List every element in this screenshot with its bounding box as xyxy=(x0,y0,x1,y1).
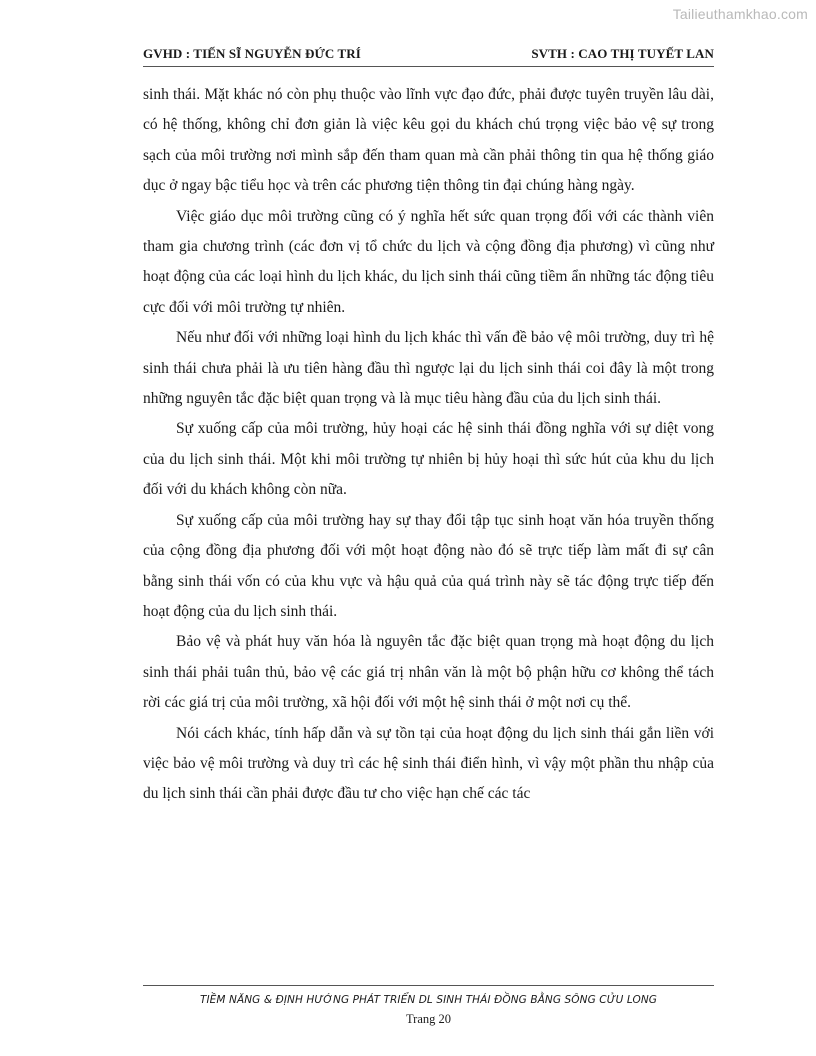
paragraph-5: Sự xuống cấp của môi trường hay sự thay đổi tập tục sinh hoạt văn hóa truyền thống của cộng đồng địa phương đối với một hoạt động nào đó sẽ trực tiếp làm mất đi sự cân bằng sinh thái vốn có của khu vực và hậu quả của quá trình này sẽ tác động trực tiếp đến hoạt động của du lịch sinh thái. xyxy=(143,511,714,620)
paragraph-3: Nếu như đối với những loại hình du lịch khác thì vấn đề bảo vệ môi trường, duy trì hệ sinh thái chưa phải là ưu tiên hàng đầu thì ngược lại du lịch sinh thái coi đây là một trong những nguyên tắc đặc biệt quan trọng và là mục tiêu hàng đầu của du lịch sinh thái. xyxy=(143,329,714,408)
footer-title: TIỀM NĂNG & ĐỊNH HƯỚNG PHÁT TRIỂN DL SINH THÁI ĐỒNG BẰNG SÔNG CỬU LONG xyxy=(199,994,658,1006)
page-header xyxy=(143,44,714,67)
page-number: Trang 20 xyxy=(405,1012,452,1026)
watermark: Tailieuthamkhao.com xyxy=(672,6,808,22)
paragraph-4: Sự xuống cấp của môi trường, hủy hoại các hệ sinh thái đồng nghĩa với sự diệt vong của du lịch sinh thái. Một khi môi trường tự nhiên bị hủy hoại thì sức hút của khu du lịch đối với du khách không còn nữa. xyxy=(143,420,714,499)
paragraph-7: Nói cách khác, tính hấp dẫn và sự tồn tại của hoạt động du lịch sinh thái gắn liền với việc bảo vệ môi trường và duy trì các hệ sinh thái điển hình, vì vậy một phần thu nhập của du lịch sinh thái cần phải được đầu tư cho việc hạn chế các tác xyxy=(143,724,714,803)
header-student: SVTH : CAO THỊ TUYẾT LAN xyxy=(531,46,714,61)
header-supervisor: GVHD : TIẾN SĨ NGUYỄN ĐỨC TRÍ xyxy=(143,46,361,61)
paragraph-6: Bảo vệ và phát huy văn hóa là nguyên tắc đặc biệt quan trọng mà hoạt động du lịch sinh thái phải tuân thủ, bảo vệ các giá trị nhân văn là một bộ phận hữu cơ không thể tách rời các giá trị của môi trường, xã hội đối với một hệ sinh thái ở một nơi cụ thể. xyxy=(143,633,714,712)
footer-divider xyxy=(143,985,714,986)
paragraph-2: Việc giáo dục môi trường cũng có ý nghĩa hết sức quan trọng đối với các thành viên tham gia chương trình (các đơn vị tổ chức du lịch và cộng đồng địa phương) vì cũng như hoạt động của các loại hình du lịch khác, du lịch sinh thái cũng tiềm ẩn những tác động tiêu cực đối với môi trường tự nhiên. xyxy=(143,207,714,316)
body-text xyxy=(143,80,714,810)
paragraph-1: sinh thái. Mặt khác nó còn phụ thuộc vào lĩnh vực đạo đức, phải được tuyên truyền lâu dài, có hệ thống, không chỉ đơn giản là việc kêu gọi du khách chú trọng việc bảo vệ sự trong sạch của môi trường nơi mình sắp đến tham quan mà cần phải thông tin qua hệ thống giáo dục ở ngay bậc tiểu học và trên các phương tiện thông tin đại chúng hàng ngày. xyxy=(143,86,714,195)
